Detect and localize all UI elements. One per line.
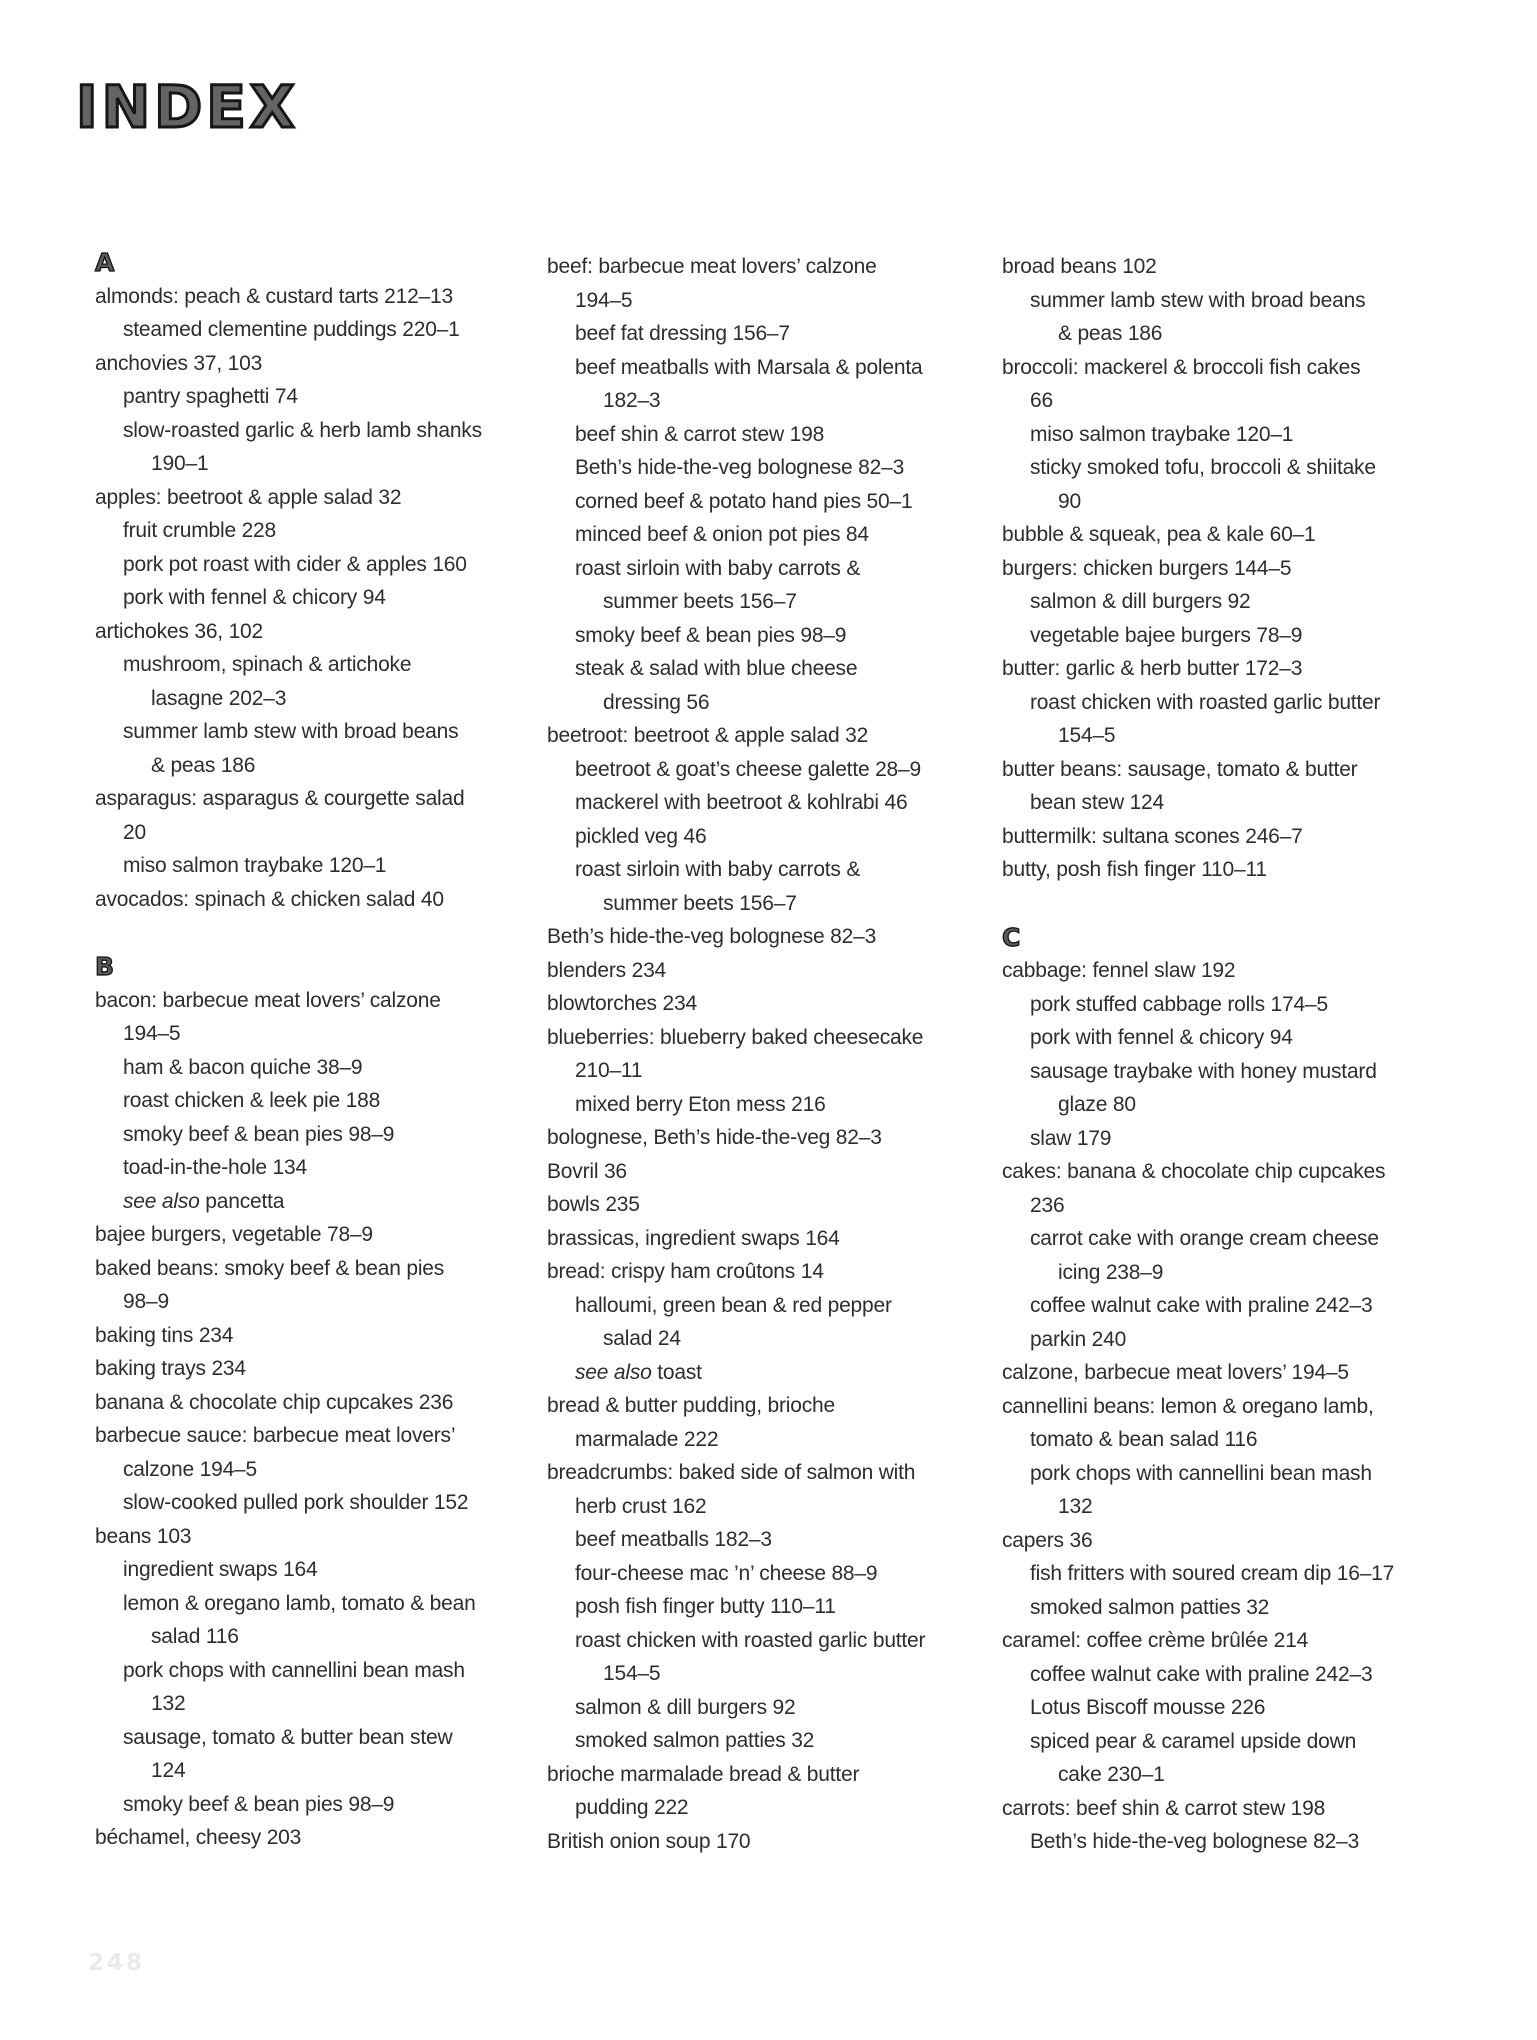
index-entry: baking trays 234 bbox=[95, 1357, 246, 1380]
index-entry: coffee walnut cake with praline 242–3 bbox=[1030, 1294, 1373, 1317]
index-entry: blowtorches 234 bbox=[547, 992, 697, 1015]
index-entry: ham & bacon quiche 38–9 bbox=[123, 1055, 363, 1079]
index-entry: see also toast bbox=[575, 1360, 702, 1384]
index-entry: 154–5 bbox=[1058, 724, 1116, 747]
section-letter: C bbox=[1002, 922, 1022, 952]
index-entry: pork stuffed cabbage rolls 174–5 bbox=[1030, 992, 1328, 1016]
index-entry: summer beets 156–7 bbox=[603, 590, 797, 613]
index-entry: bread & butter pudding, brioche bbox=[547, 1394, 836, 1417]
index-entry: sausage traybake with honey mustard bbox=[1030, 1059, 1377, 1083]
index-entry: butty, posh fish finger 110–11 bbox=[1002, 858, 1267, 881]
index-entry: 90 bbox=[1058, 489, 1081, 513]
index-entry: bolognese, Beth’s hide-the-veg 82–3 bbox=[547, 1126, 882, 1149]
section-letter: A bbox=[95, 248, 116, 277]
index-entry: lemon & oregano lamb, tomato & bean bbox=[123, 1591, 476, 1615]
index-entry: roast sirloin with baby carrots & bbox=[575, 556, 861, 580]
index-entry: salad 24 bbox=[603, 1327, 681, 1350]
index-entry: four-cheese mac ’n’ cheese 88–9 bbox=[575, 1561, 878, 1585]
index-entry: cannellini beans: lemon & oregano lamb, bbox=[1002, 1394, 1374, 1418]
index-entry: burgers: chicken burgers 144–5 bbox=[1002, 556, 1292, 580]
index-entry: blenders 234 bbox=[547, 958, 667, 982]
index-entry: caramel: coffee crème brûlée 214 bbox=[1002, 1629, 1309, 1652]
index-column-1 bbox=[95, 246, 575, 1855]
index-entry: bacon: barbecue meat lovers’ calzone bbox=[95, 988, 441, 1012]
index-entry: bubble & squeak, pea & kale 60–1 bbox=[1002, 523, 1316, 546]
index-entry: dressing 56 bbox=[603, 690, 710, 714]
index-entry: asparagus: asparagus & courgette salad bbox=[95, 787, 465, 810]
index-entry: cakes: banana & chocolate chip cupcakes bbox=[1002, 1160, 1386, 1183]
index-entry: smoky beef & bean pies 98–9 bbox=[123, 1792, 395, 1816]
index-entry: smoked salmon patties 32 bbox=[1030, 1595, 1270, 1619]
index-entry: almonds: peach & custard tarts 212–13 bbox=[95, 284, 453, 308]
index-entry: sticky smoked tofu, broccoli & shiitake bbox=[1030, 456, 1376, 479]
index-entry: artichokes 36, 102 bbox=[95, 619, 264, 643]
index-entry: beef meatballs with Marsala & polenta bbox=[575, 355, 923, 379]
index-entry: icing 238–9 bbox=[1058, 1260, 1164, 1284]
index-entry: calzone 194–5 bbox=[123, 1457, 258, 1481]
index-entry: mixed berry Eton mess 216 bbox=[575, 1092, 826, 1116]
index-entry: roast chicken with roasted garlic butter bbox=[575, 1628, 926, 1652]
index-entry: carrot cake with orange cream cheese bbox=[1030, 1227, 1379, 1250]
index-entry: buttermilk: sultana scones 246–7 bbox=[1002, 824, 1303, 848]
index-entry: minced beef & onion pot pies 84 bbox=[575, 523, 869, 546]
index-entry: toad-in-the-hole 134 bbox=[123, 1156, 307, 1179]
index-entry: pork with fennel & chicory 94 bbox=[123, 586, 386, 609]
index-entry: Lotus Biscoff mousse 226 bbox=[1030, 1696, 1266, 1719]
index-entry: spiced pear & caramel upside down bbox=[1030, 1729, 1357, 1753]
index-entry: beef fat dressing 156–7 bbox=[575, 322, 790, 345]
index-entry: 132 bbox=[151, 1692, 186, 1715]
index-entry: corned beef & potato hand pies 50–1 bbox=[575, 489, 913, 513]
index-entry: fish fritters with soured cream dip 16–17 bbox=[1030, 1562, 1395, 1585]
index-entry: baking tins 234 bbox=[95, 1323, 234, 1347]
index-entry: posh fish finger butty 110–11 bbox=[575, 1595, 836, 1618]
index-entry: bajee burgers, vegetable 78–9 bbox=[95, 1223, 373, 1246]
index-entry: 194–5 bbox=[575, 288, 633, 312]
index-entry: banana & chocolate chip cupcakes 236 bbox=[95, 1390, 454, 1414]
index-entry: pork chops with cannellini bean mash bbox=[123, 1658, 465, 1682]
see-also-label: see also bbox=[123, 1189, 200, 1213]
index-entry: roast sirloin with baby carrots & bbox=[575, 858, 861, 881]
index-entry: vegetable bajee burgers 78–9 bbox=[1030, 623, 1303, 647]
index-entry: halloumi, green bean & red pepper bbox=[575, 1293, 892, 1317]
index-entry: sausage, tomato & butter bean stew bbox=[123, 1725, 453, 1749]
index-entry: miso salmon traybake 120–1 bbox=[1030, 422, 1294, 446]
index-entry: beef: barbecue meat lovers’ calzone bbox=[547, 255, 877, 278]
index-entry: 154–5 bbox=[603, 1662, 661, 1685]
index-entry: apples: beetroot & apple salad 32 bbox=[95, 485, 402, 509]
index-entry: steamed clementine puddings 220–1 bbox=[123, 318, 460, 341]
index-entry: bread: crispy ham croûtons 14 bbox=[547, 1260, 824, 1283]
index-entry: herb crust 162 bbox=[575, 1494, 707, 1518]
index-entry: see also pancetta bbox=[123, 1189, 285, 1213]
index-entry: salmon & dill burgers 92 bbox=[1030, 590, 1251, 613]
index-entry: 190–1 bbox=[151, 452, 209, 475]
index-entry: smoky beef & bean pies 98–9 bbox=[123, 1122, 395, 1146]
index-entry: summer beets 156–7 bbox=[603, 891, 797, 915]
index-entry: cake 230–1 bbox=[1058, 1763, 1165, 1786]
index-entry: beans 103 bbox=[95, 1524, 192, 1548]
index-entry: barbecue sauce: barbecue meat lovers’ bbox=[95, 1424, 456, 1447]
index-entry: capers 36 bbox=[1002, 1528, 1093, 1552]
index-entry: salad 116 bbox=[151, 1625, 239, 1648]
index-entry: beetroot: beetroot & apple salad 32 bbox=[547, 724, 869, 747]
index-entry: beef meatballs 182–3 bbox=[575, 1528, 772, 1551]
index-entry: slaw 179 bbox=[1030, 1126, 1112, 1150]
index-entry: brioche marmalade bread & butter bbox=[547, 1762, 860, 1786]
index-entry: bean stew 124 bbox=[1030, 791, 1165, 814]
index-entry: butter: garlic & herb butter 172–3 bbox=[1002, 657, 1303, 680]
see-also-label: see also bbox=[575, 1360, 652, 1384]
index-entry: Beth’s hide-the-veg bolognese 82–3 bbox=[575, 456, 905, 479]
index-entry: smoked salmon patties 32 bbox=[575, 1729, 815, 1752]
index-entry: 20 bbox=[123, 820, 146, 844]
index-entry: 124 bbox=[151, 1759, 186, 1782]
index-entry: beetroot & goat’s cheese galette 28–9 bbox=[575, 757, 921, 781]
index-entry: blueberries: blueberry baked cheesecake bbox=[547, 1025, 924, 1049]
index-entry: coffee walnut cake with praline 242–3 bbox=[1030, 1662, 1373, 1686]
index-entry: 182–3 bbox=[603, 389, 661, 412]
index-entry: pickled veg 46 bbox=[575, 824, 707, 848]
index-entry: anchovies 37, 103 bbox=[95, 351, 263, 375]
index-entry: pudding 222 bbox=[575, 1796, 689, 1819]
index-entry: slow-cooked pulled pork shoulder 152 bbox=[123, 1491, 469, 1514]
index-entry: mushroom, spinach & artichoke bbox=[123, 653, 412, 676]
index-entry: Bovril 36 bbox=[547, 1159, 627, 1183]
section-letter: B bbox=[95, 952, 116, 981]
index-column-3 bbox=[1002, 250, 1482, 1859]
index-entry: butter beans: sausage, tomato & butter bbox=[1002, 757, 1358, 781]
page-title: INDEX bbox=[76, 73, 299, 141]
index-entry: beef shin & carrot stew 198 bbox=[575, 422, 825, 446]
index-entry: summer lamb stew with broad beans bbox=[1030, 288, 1366, 312]
index-entry: miso salmon traybake 120–1 bbox=[123, 854, 387, 877]
index-entry: glaze 80 bbox=[1058, 1093, 1136, 1116]
index-entry: & peas 186 bbox=[151, 753, 256, 777]
index-entry: 98–9 bbox=[123, 1290, 169, 1313]
index-entry: Beth’s hide-the-veg bolognese 82–3 bbox=[1030, 1830, 1360, 1853]
index-entry: 66 bbox=[1030, 389, 1053, 412]
index-entry: broad beans 102 bbox=[1002, 255, 1157, 278]
index-entry: pork pot roast with cider & apples 160 bbox=[123, 552, 467, 576]
index-entry: cabbage: fennel slaw 192 bbox=[1002, 959, 1236, 982]
index-entry: slow-roasted garlic & herb lamb shanks bbox=[123, 418, 482, 442]
index-entry: summer lamb stew with broad beans bbox=[123, 720, 459, 743]
index-entry: Beth’s hide-the-veg bolognese 82–3 bbox=[547, 925, 877, 948]
index-entry: breadcrumbs: baked side of salmon with bbox=[547, 1461, 916, 1484]
index-entry: baked beans: smoky beef & bean pies bbox=[95, 1256, 445, 1280]
index-entry: marmalade 222 bbox=[575, 1427, 719, 1451]
index-entry: bowls 235 bbox=[547, 1193, 640, 1216]
index-entry: avocados: spinach & chicken salad 40 bbox=[95, 887, 444, 911]
page-number: 248 bbox=[88, 1950, 146, 1976]
index-entry: smoky beef & bean pies 98–9 bbox=[575, 623, 847, 647]
index-entry: lasagne 202–3 bbox=[151, 686, 287, 710]
index-entry: 210–11 bbox=[575, 1059, 643, 1082]
index-entry: parkin 240 bbox=[1030, 1327, 1127, 1351]
index-entry: ingredient swaps 164 bbox=[123, 1558, 318, 1581]
index-entry: roast chicken & leek pie 188 bbox=[123, 1089, 381, 1112]
index-entry: pantry spaghetti 74 bbox=[123, 385, 298, 408]
index-entry: broccoli: mackerel & broccoli fish cakes bbox=[1002, 355, 1361, 379]
index-entry: brassicas, ingredient swaps 164 bbox=[547, 1226, 840, 1250]
index-column-2 bbox=[547, 250, 1027, 1858]
index-entry: steak & salad with blue cheese bbox=[575, 657, 858, 680]
index-entry: pork with fennel & chicory 94 bbox=[1030, 1026, 1293, 1049]
index-entry: calzone, barbecue meat lovers’ 194–5 bbox=[1002, 1361, 1349, 1384]
index-entry: British onion soup 170 bbox=[547, 1829, 751, 1853]
index-entry: tomato & bean salad 116 bbox=[1030, 1428, 1258, 1451]
index-entry: carrots: beef shin & carrot stew 198 bbox=[1002, 1796, 1326, 1820]
index-entry: fruit crumble 228 bbox=[123, 519, 277, 542]
index-entry: pork chops with cannellini bean mash bbox=[1030, 1461, 1372, 1485]
index-entry: 132 bbox=[1058, 1495, 1093, 1518]
index-entry: roast chicken with roasted garlic butter bbox=[1030, 690, 1381, 714]
index-entry: 194–5 bbox=[123, 1022, 181, 1045]
index-entry: & peas 186 bbox=[1058, 322, 1163, 345]
index-entry: béchamel, cheesy 203 bbox=[95, 1826, 302, 1849]
index-entry: mackerel with beetroot & kohlrabi 46 bbox=[575, 791, 908, 814]
index-entry: salmon & dill burgers 92 bbox=[575, 1695, 796, 1719]
index-entry: 236 bbox=[1030, 1193, 1065, 1217]
